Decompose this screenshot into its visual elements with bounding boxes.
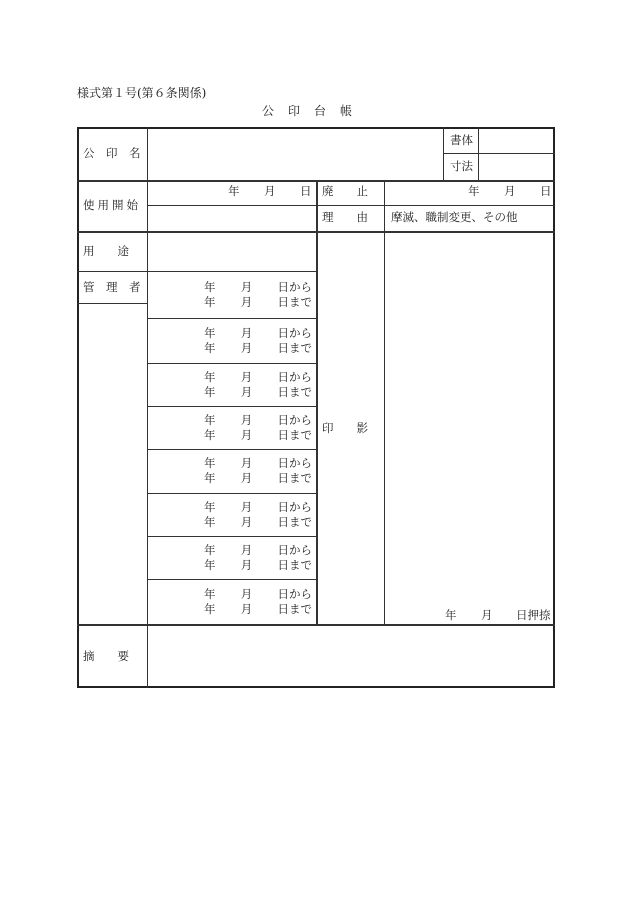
divider-period-3: [148, 406, 317, 407]
manager-label: 管 理 者: [83, 280, 141, 294]
manager-period-7: 年 月 日から 年 月 日まで: [204, 543, 312, 572]
stamp-day: 日押捺: [516, 608, 551, 622]
impression-label: 印 影: [322, 421, 368, 435]
abolish-label: 廃 止: [322, 184, 368, 198]
abolish-year: 年: [468, 184, 480, 198]
divider-period-2: [148, 363, 317, 364]
divider-purpose: [77, 271, 317, 272]
manager-period-3: 年 月 日から 年 月 日まで: [204, 370, 312, 399]
manager-period-4: 年 月 日から 年 月 日まで: [204, 413, 312, 442]
start-month: 月: [264, 184, 276, 198]
start-label: 使用開始: [83, 198, 141, 212]
divider-period-1: [148, 318, 317, 319]
manager-period-2: 年 月 日から 年 月 日まで: [204, 326, 312, 355]
divider-font-col: [443, 127, 444, 180]
divider-period-7: [148, 579, 317, 580]
manager-period-5: 年 月 日から 年 月 日まで: [204, 456, 312, 485]
start-year: 年: [228, 184, 240, 198]
size-label: 寸法: [450, 159, 473, 173]
stamp-year: 年: [445, 608, 457, 622]
page-title: 公 印 台 帳: [262, 104, 354, 118]
start-day: 日: [300, 184, 312, 198]
divider-mid-col: [316, 180, 318, 625]
divider-abolish-col: [384, 180, 385, 625]
divider-manager-label: [77, 303, 148, 304]
divider-font-size: [443, 153, 555, 154]
summary-label: 摘 要: [83, 649, 129, 663]
manager-period-8: 年 月 日から 年 月 日まで: [204, 587, 312, 616]
divider-start: [148, 205, 555, 206]
purpose-label: 用 途: [83, 244, 129, 258]
form-number: 様式第１号(第６条関係): [77, 86, 207, 100]
reason-value: 摩滅、職制変更、その他: [391, 210, 518, 224]
manager-period-6: 年 月 日から 年 月 日まで: [204, 500, 312, 529]
font-label: 書体: [450, 133, 473, 147]
divider-period-6: [148, 536, 317, 537]
divider-label-col: [147, 127, 148, 688]
seal-name-label: 公 印 名: [83, 146, 141, 160]
reason-label: 理 由: [322, 210, 368, 224]
abolish-day: 日: [540, 184, 552, 198]
divider-font-value-col: [478, 127, 479, 180]
abolish-month: 月: [504, 184, 516, 198]
manager-period-1: 年 月 日から 年 月 日まで: [204, 280, 312, 309]
stamp-month: 月: [481, 608, 493, 622]
divider-period-4: [148, 449, 317, 450]
divider-period-5: [148, 493, 317, 494]
